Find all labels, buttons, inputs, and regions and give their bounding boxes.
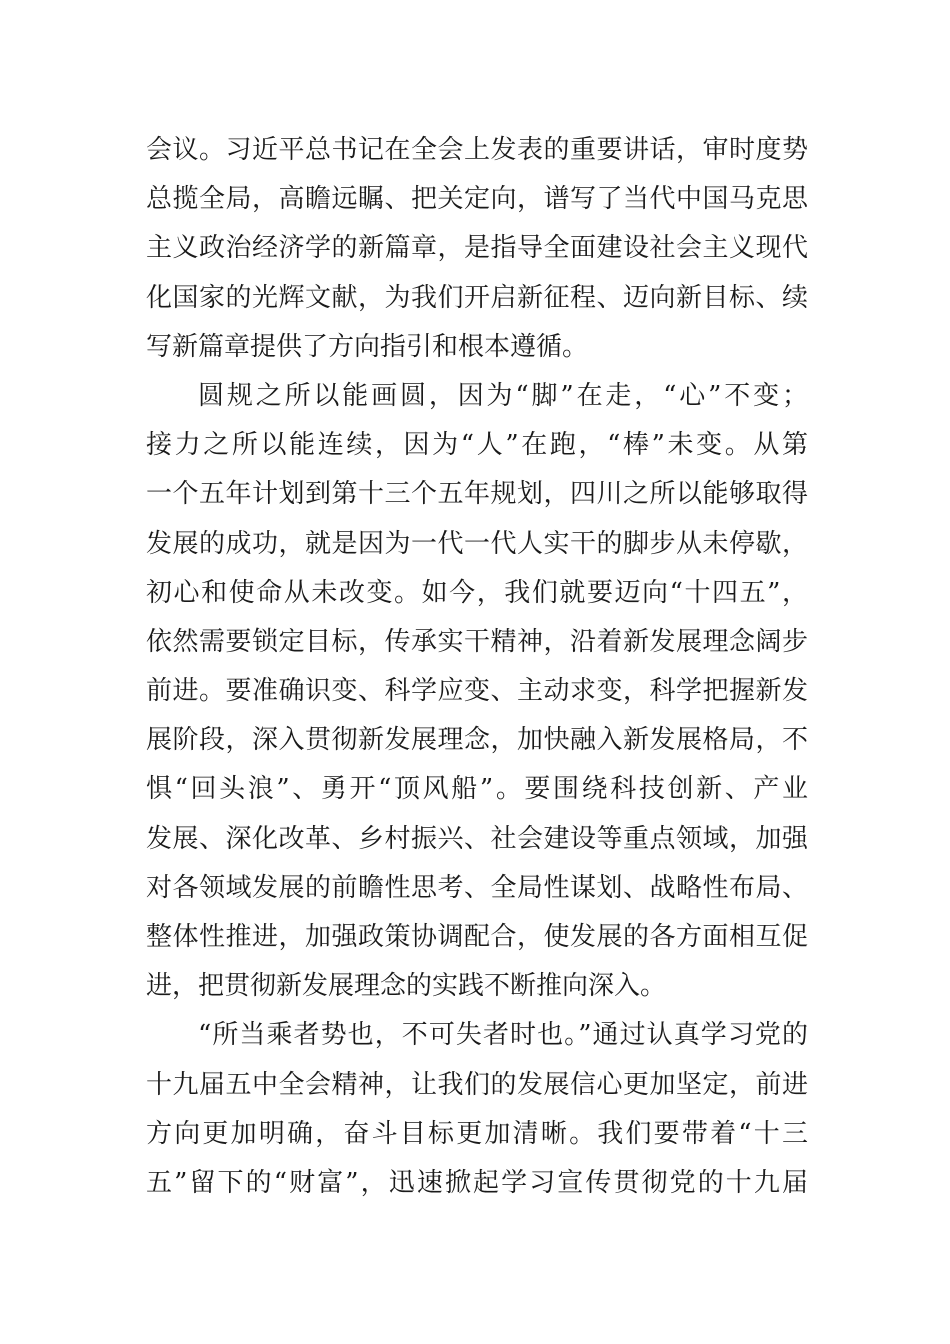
text-line: 前进。要准确识变、科学应变、主动求变，科学把握新发 [146,676,808,707]
text-line: 展阶段，深入贯彻新发展理念，加快融入新发展格局，不 [146,725,808,756]
text-line: “所当乘者势也，不可失者时也。”通过认真学习党的 [198,1020,808,1051]
text-line: 进，把贯彻新发展理念的实践不断推向深入。 [146,971,667,1002]
text-line: 依然需要锁定目标，传承实干精神，沿着新发展理念阔步 [146,626,808,657]
text-line: 十九届五中全会精神，让我们的发展信心更加坚定，前进 [146,1069,808,1100]
text-line: 写新篇章提供了方向指引和根本遵循。 [146,331,589,362]
text-line: 方向更加明确，奋斗目标更加清晰。我们要带着“十三 [146,1118,808,1149]
text-line: 主义政治经济学的新篇章，是指导全面建设社会主义现代 [146,233,808,264]
text-line: 五”留下的“财富”，迅速掀起学习宣传贯彻党的十九届 [146,1167,808,1198]
text-line: 发展的成功，就是因为一代一代人实干的脚步从未停歇， [146,528,808,559]
text-line: 发展、深化改革、乡村振兴、社会建设等重点领域，加强 [146,823,808,854]
text-line: 接力之所以能连续，因为“人”在跑，“棒”未变。从第 [146,430,808,461]
text-line: 整体性推进，加强政策协调配合，使发展的各方面相互促 [146,922,808,952]
text-line: 初心和使命从未改变。如今，我们就要迈向“十四五”， [146,577,808,608]
text-line: 圆规之所以能画圆，因为“脚”在走，“心”不变； [198,380,808,411]
body-text [146,126,808,1208]
text-line: 惧“回头浪”、勇开“顶风船”。要围绕科技创新、产业 [146,774,808,805]
text-line: 总揽全局，高瞻远瞩、把关定向，谱写了当代中国马克思 [146,184,808,215]
text-line: 化国家的光辉文献，为我们开启新征程、迈向新目标、续 [146,282,808,313]
paragraph [146,372,808,1011]
paragraph [146,126,808,372]
text-line: 会议。习近平总书记在全会上发表的重要讲话，审时度势 [146,135,808,165]
text-line: 对各领域发展的前瞻性思考、全局性谋划、战略性布局、 [146,872,808,903]
paragraph [146,1011,808,1208]
text-line: 一个五年计划到第十三个五年规划，四川之所以能够取得 [146,479,808,510]
